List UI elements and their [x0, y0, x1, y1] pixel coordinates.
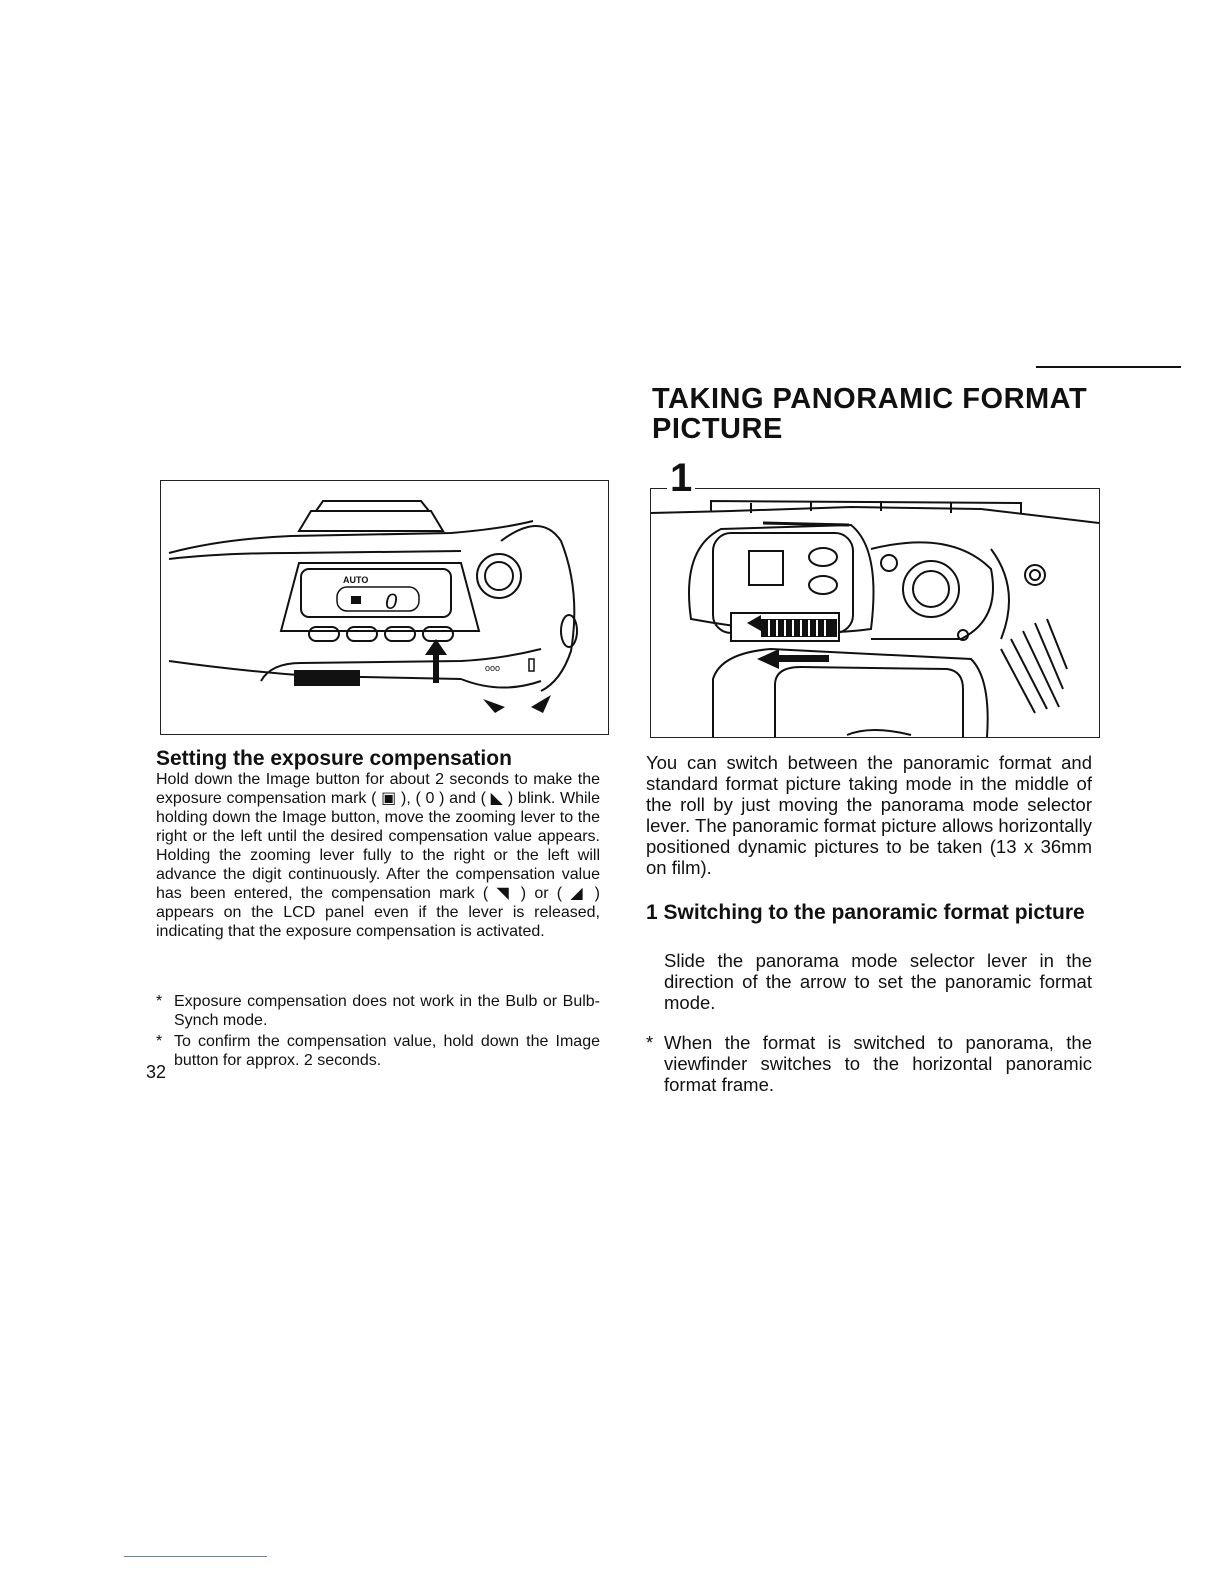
- left-notes: [156, 992, 600, 1070]
- header-rule: [1036, 366, 1181, 368]
- note-bulb: [156, 992, 600, 1030]
- right-note-text: When the format is switched to panorama, the viewfinder switches to the horizontal panoramic format frame.: [664, 1032, 1092, 1095]
- step-text: Slide the panorama mode selector lever in the direction of the arrow to set the panoramic format mode.: [664, 950, 1092, 1013]
- right-note: [646, 1032, 1092, 1095]
- right-intro: You can switch between the panoramic format and standard format picture taking mode in the middle of the roll by just moving the panorama mode selector lever. The panoramic format picture allows horizontally positioned dynamic pictures to be taken (13 x 36mm on film).: [646, 752, 1092, 878]
- page-heading: TAKING PANORAMIC FORMAT PICTURE: [652, 383, 1088, 445]
- svg-text:ooo: ooo: [485, 663, 501, 673]
- step-title: 1 Switching to the panoramic format picture: [646, 901, 1085, 924]
- camera-top-figure: [160, 480, 609, 735]
- left-paragraph: Hold down the Image button for about 2 seconds to make the exposure compensation mark ( ▣ ), ( 0 ) and ( ◣ ) blink. While holding down the Image button, move the zooming lever to the right or the left until the desired compensation value appears. Holding the zooming lever fully to the right or the left will advance the digit continuously. After the compensation value has been entered, the compensation mark ( ◥ ) or ( ◢ ) appears on the LCD panel even if the lever is released, indicating that the exposure compensation is activated.: [156, 771, 600, 940]
- footer-rule: [124, 1556, 267, 1557]
- lcd-digit: 0: [385, 589, 398, 614]
- asterisk-icon: *: [156, 993, 163, 1010]
- page-number: 32: [146, 1062, 167, 1082]
- panorama-lever-illustration: [651, 489, 1099, 737]
- note-text: Exposure compensation does not work in the Bulb or Bulb-Synch mode.: [174, 993, 600, 1029]
- camera-top-illustration: [161, 481, 608, 734]
- asterisk-icon: *: [156, 1033, 163, 1050]
- note-confirm: [156, 1032, 600, 1070]
- lcd-auto-label: AUTO: [343, 575, 369, 585]
- figure-number: 1: [667, 458, 695, 498]
- left-subheading: Setting the exposure compensation: [156, 747, 512, 770]
- note-text: To confirm the compensation value, hold down the Image button for approx. 2 seconds.: [174, 1033, 600, 1069]
- asterisk-icon: *: [646, 1032, 654, 1053]
- panorama-lever-figure: [650, 488, 1100, 738]
